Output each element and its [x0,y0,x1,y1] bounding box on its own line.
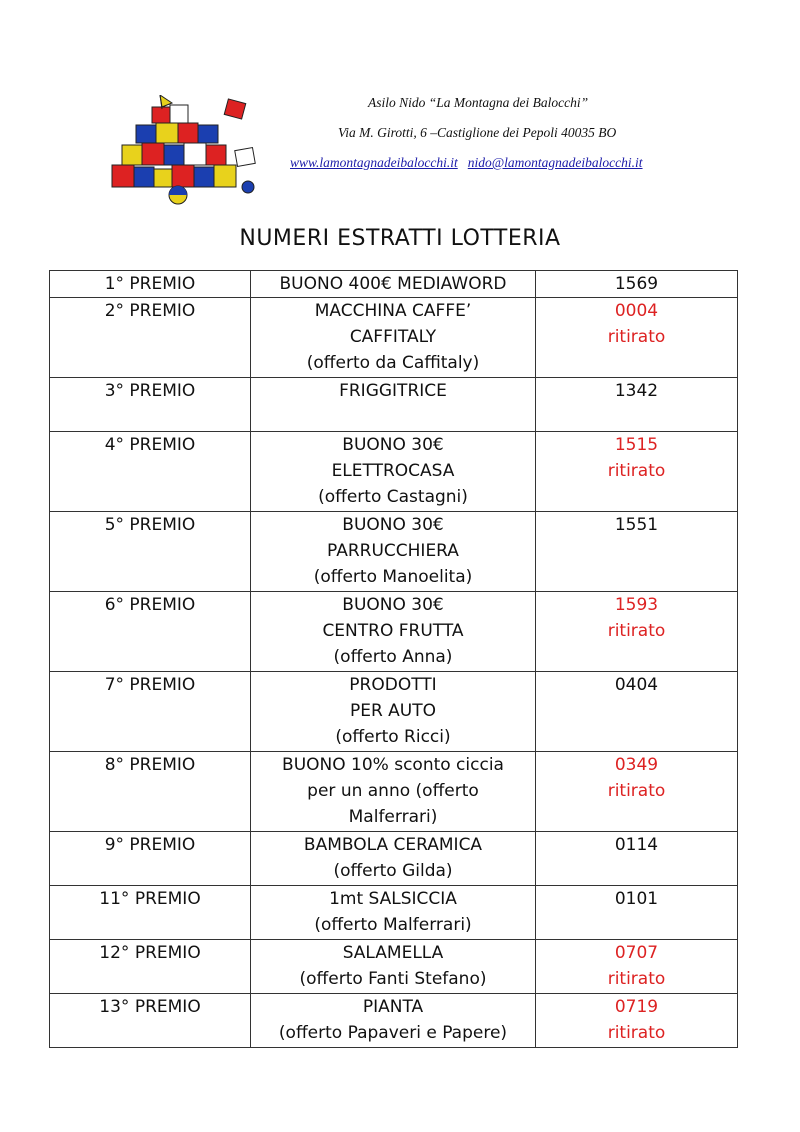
prize-rank: 4° PREMIO [50,432,251,512]
prize-row [50,512,738,592]
prize-row [50,994,738,1048]
winning-number-cell [536,994,738,1048]
prize-description [251,592,536,672]
prize-description [251,940,536,994]
prize-description [251,672,536,752]
collected-status: ritirato [607,621,666,641]
prizes-table-body [50,271,738,1048]
email-link[interactable]: nido@lamontagnadeibalocchi.it [467,155,643,170]
winning-number: 1593 [614,595,659,615]
prize-description-line: PER AUTO [349,701,437,721]
winning-number-cell [536,378,738,432]
winning-number: 0349 [614,755,659,775]
page-title: NUMERI ESTRATTI LOTTERIA [239,226,561,251]
winning-number-cell [536,752,738,832]
prize-description-line: SALAMELLA [342,943,444,963]
prize-description-line: BUONO 30€ [342,595,444,615]
collected-status: ritirato [607,327,666,347]
prize-description [251,752,536,832]
prize-description [251,298,536,378]
prize-rank: 3° PREMIO [50,378,251,432]
prize-row [50,752,738,832]
prize-description-line: PRODOTTI [349,675,437,695]
winning-number: 0101 [614,889,659,909]
prize-description-line: MACCHINA CAFFE’ [314,301,472,321]
prize-description-line: CENTRO FRUTTA [322,621,464,641]
winning-number: 1342 [614,381,659,401]
winning-number: 0114 [614,835,659,855]
prize-description-line: BUONO 30€ [342,515,444,535]
prize-description-line: (offerto Papaveri e Papere) [278,1023,508,1043]
prize-description-line: per un anno (offerto [307,781,479,801]
winning-number-cell [536,886,738,940]
toy-blocks-logo [108,95,260,207]
prize-row [50,886,738,940]
winning-number: 0707 [614,943,659,963]
prize-description-line: ELETTROCASA [331,461,455,481]
prize-description-line: BUONO 10% sconto ciccia [282,755,504,775]
prizes-table [49,270,738,1048]
prize-rank: 12° PREMIO [50,940,251,994]
collected-status: ritirato [607,1023,666,1043]
collected-status: ritirato [607,969,666,989]
prize-rank: 8° PREMIO [50,752,251,832]
prize-description-line: (offerto da Caffitaly) [306,353,480,373]
prize-description-line: BUONO 400€ MEDIAWORD [279,274,507,294]
prize-description-line: (offerto Ricci) [335,727,451,747]
winning-number-cell [536,832,738,886]
prize-row [50,832,738,886]
prize-rank: 9° PREMIO [50,832,251,886]
prize-description [251,512,536,592]
winning-number: 1515 [614,435,659,455]
prize-rank: 13° PREMIO [50,994,251,1048]
prize-description-line: 1mt SALSICCIA [329,889,457,909]
prize-description-line: PIANTA [362,997,424,1017]
winning-number: 0404 [614,675,659,695]
contact-links [290,155,643,171]
winning-number: 1569 [614,274,659,294]
prize-rank: 11° PREMIO [50,886,251,940]
prize-description [251,378,536,432]
prize-description-line: (offerto Anna) [333,647,453,667]
prize-rank: 2° PREMIO [50,298,251,378]
winning-number: 1551 [614,515,659,535]
prize-description [251,832,536,886]
prize-description-line: CAFFITALY [349,327,437,347]
prize-description [251,886,536,940]
prize-rank: 1° PREMIO [50,271,251,298]
prize-description [251,271,536,298]
collected-status: ritirato [607,461,666,481]
prize-rank: 6° PREMIO [50,592,251,672]
winning-number-cell [536,298,738,378]
prize-description-line: (offerto Manoelita) [313,567,473,587]
winning-number-cell [536,432,738,512]
prize-description-line: (offerto Fanti Stefano) [299,969,487,989]
prize-description-line: BUONO 30€ [342,435,444,455]
prize-row [50,940,738,994]
prize-description-line: FRIGGITRICE [339,381,447,401]
winning-number: 0719 [614,997,659,1017]
winning-number-cell [536,940,738,994]
winning-number-cell [536,512,738,592]
prize-row [50,378,738,432]
prize-row [50,271,738,298]
prize-description-line: PARRUCCHIERA [327,541,459,561]
winning-number-cell [536,592,738,672]
prize-rank: 7° PREMIO [50,672,251,752]
winning-number-cell [536,672,738,752]
collected-status: ritirato [607,781,666,801]
prize-row [50,592,738,672]
winning-number-cell [536,271,738,298]
school-name: Asilo Nido “La Montagna dei Balocchi” [368,95,589,110]
prize-description [251,994,536,1048]
prize-description-line: BAMBOLA CERAMICA [303,835,483,855]
website-link[interactable]: www.lamontagnadeibalocchi.it [290,155,458,170]
prize-description-line: (offerto Castagni) [318,487,468,507]
prize-description-line: (offerto Gilda) [333,861,453,881]
prize-row [50,298,738,378]
prize-description-line: (offerto Malferrari) [314,915,472,935]
school-address: Via M. Girotti, 6 –Castiglione dei Pepoli 40035 BO [338,125,617,140]
winning-number: 0004 [614,301,659,321]
prize-row [50,432,738,512]
prize-description [251,432,536,512]
prize-rank: 5° PREMIO [50,512,251,592]
prize-row [50,672,738,752]
prize-description-line [255,404,531,430]
prize-description-line: Malferrari) [348,807,438,827]
